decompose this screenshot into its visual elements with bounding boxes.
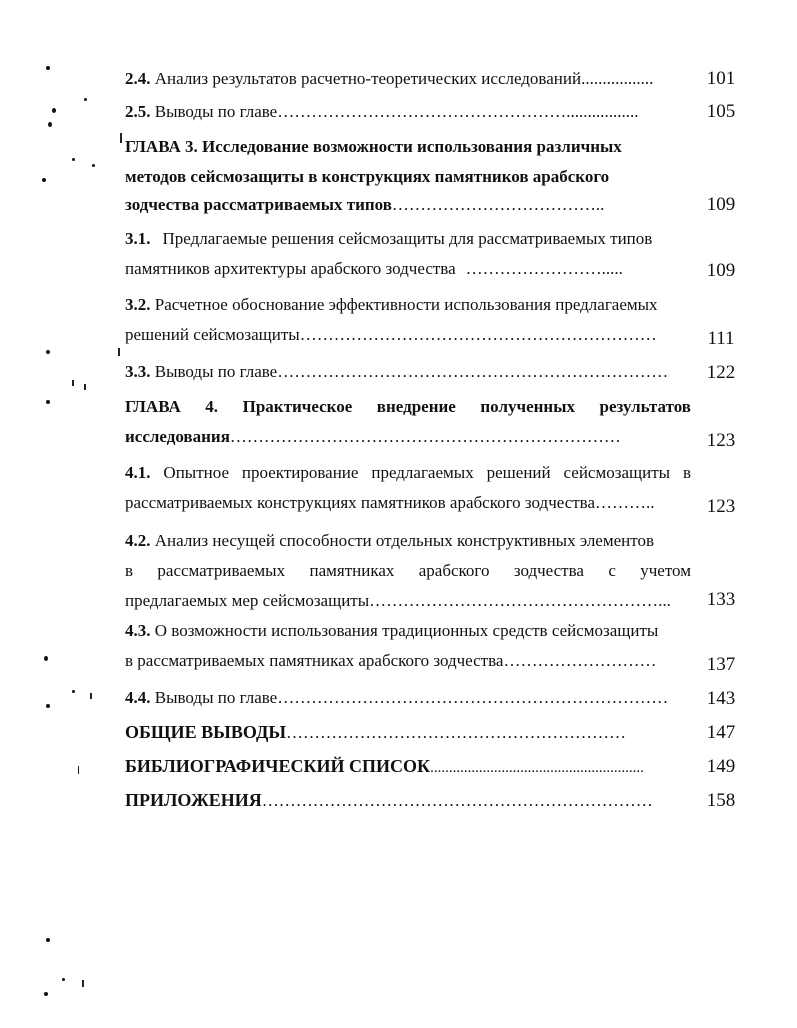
toc-conclusions[interactable] <box>125 721 691 744</box>
scan-speck <box>42 178 46 182</box>
toc-entry-4-2-line3[interactable] <box>125 590 691 612</box>
scan-tick <box>72 380 74 386</box>
scan-tick <box>78 766 79 774</box>
scan-speck <box>46 704 50 708</box>
toc-entry-4-4[interactable] <box>125 687 691 709</box>
scan-tick <box>82 980 84 987</box>
scan-speck <box>46 350 50 354</box>
toc-number: 4.2. <box>125 531 151 550</box>
toc-leader: ……………………………….. <box>391 195 605 214</box>
toc-leader: ……………………………………………... <box>369 591 671 610</box>
toc-page-number: 133 <box>706 589 736 610</box>
toc-entry-4-3-line1[interactable] <box>125 620 691 642</box>
scan-speck <box>46 938 50 942</box>
toc-entry-4-2-line2[interactable]: в рассматриваемых памятниках арабского зодчества с учетом <box>125 561 691 580</box>
scan-tick <box>90 693 92 699</box>
toc-page-number: 101 <box>706 68 736 89</box>
scan-speck <box>48 122 52 127</box>
toc-page-number: 109 <box>706 194 736 215</box>
toc-appendix[interactable] <box>125 789 691 812</box>
toc-leader: ……………………………………………………… <box>299 325 657 344</box>
toc-chapter-3-line1[interactable]: ГЛАВА 3. Исследование возможности использования различных <box>125 137 622 156</box>
toc-title: Предлагаемые решения сейсмозащиты для рассматриваемых типов <box>162 229 653 248</box>
toc-leader: …………………………………………………… <box>286 723 627 742</box>
scan-speck <box>72 158 75 161</box>
toc-page-number: 111 <box>707 328 735 349</box>
toc-page-number: 143 <box>706 688 736 709</box>
toc-title: в рассматриваемых памятниках арабского зодчества <box>125 651 504 670</box>
scan-speck <box>72 690 75 693</box>
toc-title: памятников архитектуры арабского зодчества <box>125 259 456 278</box>
scan-tick <box>120 133 122 143</box>
scan-speck <box>44 656 48 661</box>
toc-entry-2-5[interactable] <box>125 101 691 123</box>
toc-title: ОБЩИЕ ВЫВОДЫ <box>125 722 287 742</box>
toc-entry-4-1-line1[interactable] <box>125 462 691 484</box>
toc-leader: …………………………………………………………… <box>277 688 669 707</box>
toc-title: ПРИЛОЖЕНИЯ <box>125 790 262 810</box>
toc-entry-2-4[interactable] <box>125 68 691 90</box>
toc-number: 3.3. <box>125 362 151 381</box>
toc-title: БИБЛИОГРАФИЧЕСКИЙ СПИСОК <box>125 756 431 776</box>
scan-speck <box>62 978 65 981</box>
toc-entry-3-1-line2[interactable] <box>125 258 691 280</box>
toc-title: Расчетное обоснование эффективности использования предлагаемых <box>150 295 658 314</box>
scan-speck <box>92 164 95 167</box>
toc-page-number: 123 <box>706 496 736 517</box>
toc-leader: ……………………… <box>503 651 657 670</box>
toc-title: Выводы по главе <box>150 362 278 381</box>
scan-speck <box>46 66 50 70</box>
toc-entry-4-2-line1[interactable] <box>125 530 691 552</box>
toc-number: 3.2. <box>125 295 151 314</box>
scan-speck <box>52 108 56 113</box>
toc-leader: …………………………………………………………… <box>277 362 669 381</box>
toc-leader: …………………………………………………………… <box>261 791 653 810</box>
scan-tick <box>118 348 120 356</box>
toc-number: 4.1. <box>125 463 151 482</box>
toc-leader: ……….. <box>595 493 655 512</box>
toc-title: Выводы по главе <box>150 688 278 707</box>
toc-leader: ……………………..... <box>465 259 623 278</box>
toc-page-number: 105 <box>706 101 736 122</box>
toc-entry-3-2-line1[interactable] <box>125 294 691 316</box>
toc-page-number: 149 <box>706 756 736 777</box>
toc-page-number: 109 <box>706 260 736 281</box>
toc-title: решений сейсмозащиты <box>125 325 300 344</box>
toc-leader: ……………………………………………................. <box>277 102 639 121</box>
toc-title: Анализ результатов расчетно-теоретических исследований <box>150 69 582 88</box>
toc-chapter-3-line2[interactable]: методов сейсмозащиты в конструкциях памятников арабского <box>125 167 610 186</box>
toc-chapter-4-line1[interactable]: ГЛАВА 4. Практическое внедрение полученных результатов <box>125 397 691 416</box>
toc-title: предлагаемых мер сейсмозащиты <box>125 591 370 610</box>
toc-number: 4.4. <box>125 688 151 707</box>
toc-entry-3-1-line1[interactable] <box>125 228 691 250</box>
scan-tick <box>84 384 86 390</box>
scan-speck <box>44 992 48 996</box>
toc-leader: ................. <box>581 69 654 88</box>
toc-chapter-4-line2[interactable] <box>125 426 691 448</box>
toc-number: 2.4. <box>125 69 151 88</box>
toc-number: 2.5. <box>125 102 151 121</box>
toc-bibliography[interactable] <box>125 755 691 779</box>
toc-chapter-3-line3[interactable] <box>125 194 691 216</box>
toc-title: исследования <box>125 427 230 446</box>
toc-title: Анализ несущей способности отдельных конструктивных элементов <box>150 531 654 550</box>
toc-page-number: 122 <box>706 362 736 383</box>
toc-page-number: 123 <box>706 430 736 451</box>
toc-number: 4.3. <box>125 621 151 640</box>
toc-entry-4-3-line2[interactable] <box>125 650 691 672</box>
toc-entry-3-2-line2[interactable] <box>125 324 691 346</box>
toc-title: Опытное проектирование предлагаемых решений сейсмозащиты в <box>150 463 691 482</box>
scan-speck <box>84 98 87 101</box>
toc-page-number: 147 <box>706 722 736 743</box>
toc-page-number: 137 <box>706 654 736 675</box>
scan-speck <box>46 400 50 404</box>
toc-number: 3.1. <box>125 229 151 248</box>
toc-title: зодчества рассматриваемых типов <box>125 195 392 214</box>
toc-page-number: 158 <box>706 790 736 811</box>
toc-title: рассматриваемых конструкциях памятников арабского зодчества <box>125 493 596 512</box>
toc-entry-4-1-line2[interactable] <box>125 492 691 514</box>
toc-entry-3-3[interactable] <box>125 361 691 383</box>
toc-leader: …………………………………………………………… <box>229 427 621 446</box>
toc-leader: ......................................................... <box>430 760 644 776</box>
toc-title: Выводы по главе <box>150 102 278 121</box>
toc-title: О возможности использования традиционных средств сейсмозащиты <box>150 621 659 640</box>
